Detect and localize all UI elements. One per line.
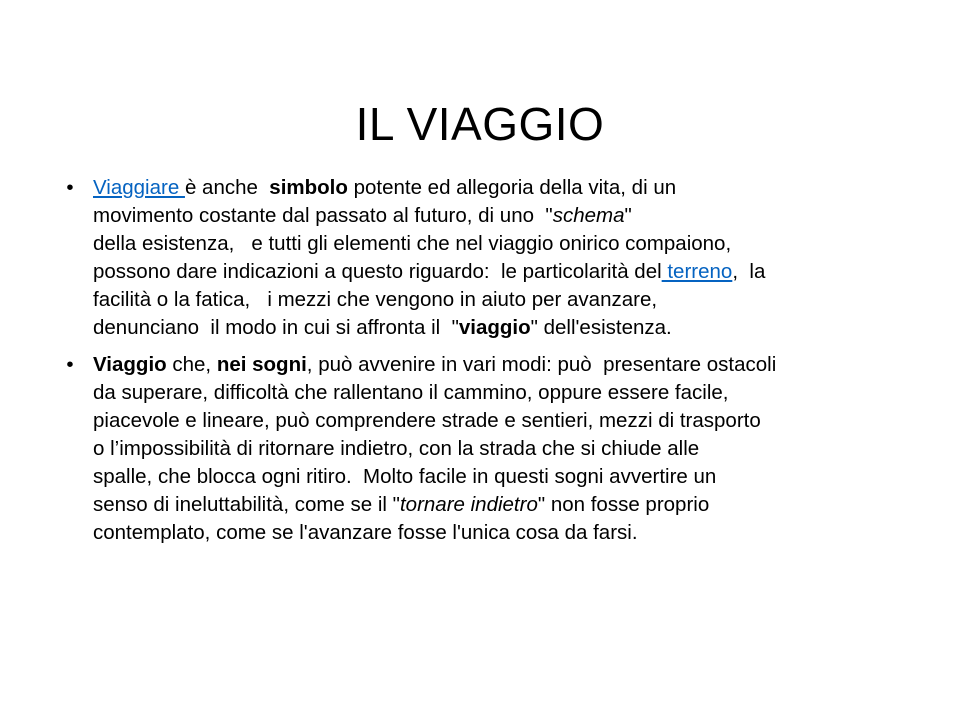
list-item — [60, 351, 912, 548]
terreno-link[interactable]: terreno — [661, 260, 733, 284]
bold-text: viaggio — [458, 316, 531, 340]
text: , la — [732, 260, 766, 284]
text: , può avvenire in vari modi: può presentare ostacoli — [306, 352, 777, 376]
italic-text: tornare indietro — [399, 493, 538, 517]
text: possono dare indicazioni a questo riguardo: le particolarità del — [93, 260, 662, 284]
text: senso di ineluttabilità, come se il " — [93, 493, 400, 517]
text: " dell'esistenza. — [530, 316, 672, 340]
text: denunciano il modo in cui si affronta il " — [93, 316, 459, 340]
page-title: IL VIAGGIO — [355, 97, 605, 150]
text-line — [93, 258, 912, 286]
text-line: da superare, difficoltà che rallentano il cammino, oppure essere facile, — [93, 380, 729, 404]
bold-text: Viaggio — [93, 352, 167, 376]
text: che, — [166, 352, 217, 376]
text-line: spalle, che blocca ogni ritiro. Molto facile in questi sogni avvertire un — [93, 464, 717, 488]
text: " non fosse proprio — [537, 493, 710, 517]
slide-body — [60, 174, 912, 547]
text-line — [93, 491, 912, 519]
text: movimento costante dal passato al futuro, di uno " — [93, 204, 553, 228]
text-line: piacevole e lineare, può comprendere strade e sentieri, mezzi di trasporto — [93, 408, 761, 432]
text-line — [93, 351, 912, 379]
viaggiare-link[interactable]: Viaggiare — [93, 176, 185, 199]
text-line: o l’impossibilità di ritornare indietro, con la strada che si chiude alle — [93, 436, 700, 460]
bullet-dot: • — [66, 352, 74, 376]
italic-text: schema — [552, 204, 625, 228]
text-line — [93, 174, 912, 202]
text: potente ed allegoria della vita, di un — [347, 176, 677, 199]
bold-text: nei sogni — [216, 352, 307, 376]
text: è anche — [184, 176, 270, 199]
bullet-dot: • — [66, 176, 74, 199]
text-line — [93, 314, 912, 342]
text-line: contemplato, come se l'avanzare fosse l'unica cosa da farsi. — [93, 521, 638, 545]
text-line: della esistenza, e tutti gli elementi che nel viaggio onirico compaiono, — [93, 232, 732, 256]
text-line: facilità o la fatica, i mezzi che vengono in aiuto per avanzare, — [93, 288, 658, 312]
text: " — [624, 204, 632, 228]
bold-text: simbolo — [269, 176, 348, 199]
list-item — [60, 174, 912, 343]
text-line — [93, 202, 912, 230]
